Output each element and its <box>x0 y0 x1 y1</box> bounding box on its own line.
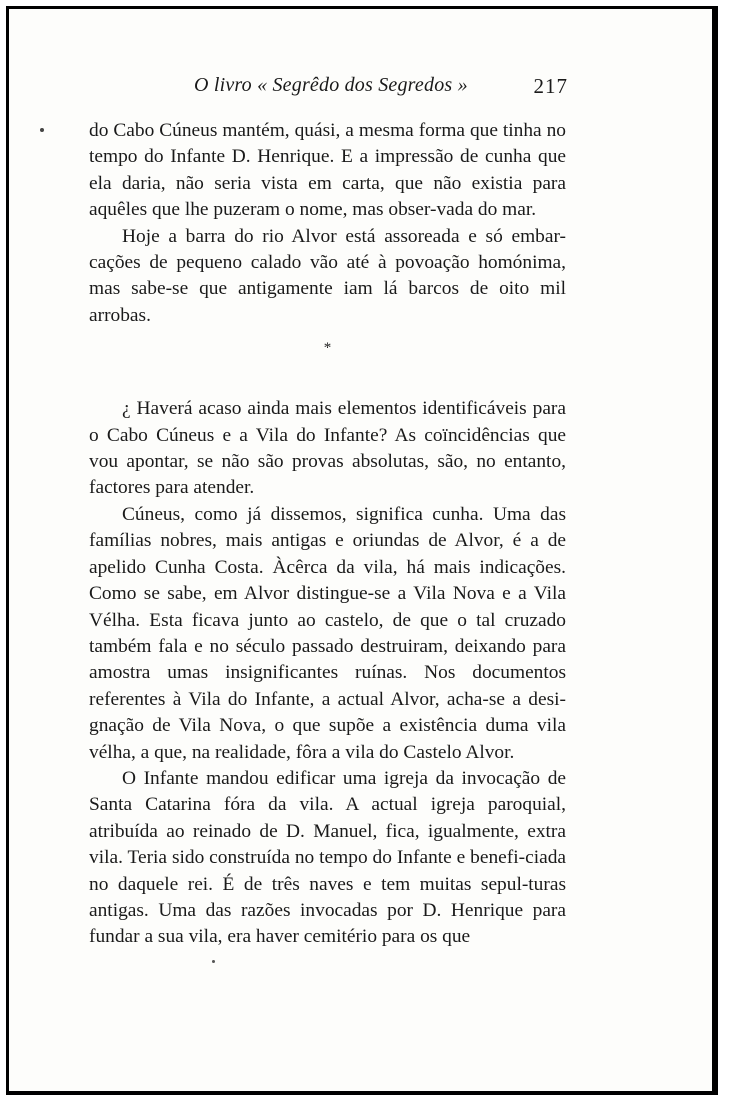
running-title: O livro « Segrêdo dos Segredos » <box>194 74 468 96</box>
page-number: 217 <box>533 74 568 98</box>
paragraph: Hoje a barra do rio Alvor está assoreada e só embar-cações de pequeno calado vão até à povoação homónima, mas sabe-se que antigamente iam lá barcos de oito mil arrobas. <box>89 225 566 326</box>
paragraph: O Infante mandou edificar uma igreja da invocação de Santa Catarina fóra da vila. A actual igreja paroquial, atribuída ao reinado de D. Manuel, fica, igualmente, extra vila. Teria sido construída no tempo do Infante e benefi-ciada no daquele rei. É de três naves e tem muitas sepul-turas antigas. Uma das razões invocadas por D. Henrique para fundar a sua vila, era haver cemitério para os que <box>89 767 566 948</box>
ink-speck <box>212 960 215 963</box>
paragraph: ¿ Haverá acaso ainda mais elementos identificáveis para o Cabo Cúneus e a Vila do Infante? As coïncidências que vou apontar, se não são provas absolutas, são, no entanto, factores para atender. <box>89 398 566 499</box>
paragraph: Cúneus, como já dissemos, significa cunha. Uma das famílias nobres, mais antigas e oriundas de Alvor, é a de apelido Cunha Costa. Àcêrca da vila, há mais indicações. Como se sabe, em Alvor distingue-se a Vila Nova e a Vila Vélha. Esta ficava junto ao castelo, de que o tal cruzado também fala e no século passado destruiram, deixando para amostra umas insignificantes ruínas. Nos documentos referentes à Vila do Infante, a actual Alvor, acha-se a desi-gnação de Vila Nova, o que supõe a existência duma vila vélha, a que, na realidade, fôra a vila do Castelo Alvor. <box>89 503 566 763</box>
running-head <box>88 74 568 104</box>
body-text <box>89 118 566 951</box>
paragraph: do Cabo Cúneus mantém, quási, a mesma forma que tinha no tempo do Infante D. Henrique. E a impressão de cunha que ela daria, não seria vista em carta, que não existia para aquêles que lhe puzeram o nome, mas obser-vada do mar. <box>89 120 566 221</box>
section-separator: * <box>323 340 332 357</box>
ink-speck <box>40 128 44 132</box>
